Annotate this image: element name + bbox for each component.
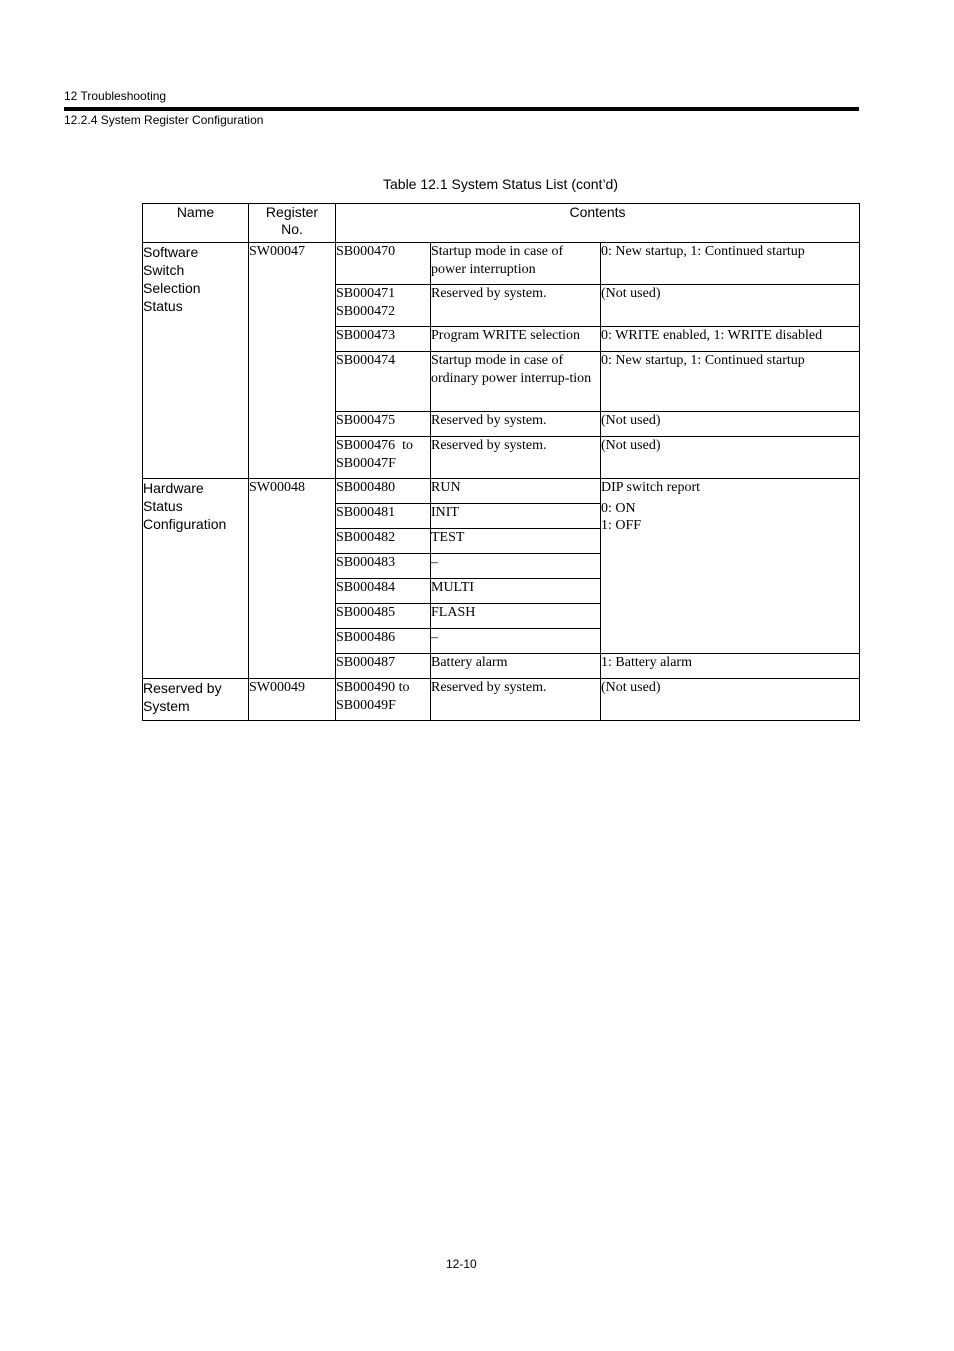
table-row bbox=[143, 479, 860, 504]
bit-description: TEST bbox=[431, 529, 601, 554]
bit-address: SB000485 bbox=[336, 604, 431, 629]
bit-address: SB000480 bbox=[336, 479, 431, 504]
group-name: Software Switch Selection Status bbox=[143, 243, 249, 479]
bit-address: SB000486 bbox=[336, 629, 431, 654]
page-number: 12-10 bbox=[446, 1257, 477, 1271]
bit-contents: (Not used) bbox=[601, 285, 860, 327]
bit-address: SB000483 bbox=[336, 554, 431, 579]
register-number: SW00047 bbox=[249, 243, 336, 479]
bit-description: – bbox=[431, 629, 601, 654]
bit-description: Reserved by system. bbox=[431, 437, 601, 479]
bit-address: SB000473 bbox=[336, 327, 431, 352]
bit-address: SB000474 bbox=[336, 352, 431, 412]
bit-contents: 1: Battery alarm bbox=[601, 654, 860, 679]
bit-address: SB000475 bbox=[336, 412, 431, 437]
bit-description: Startup mode in case of power interruption bbox=[431, 243, 601, 285]
system-status-table bbox=[142, 203, 860, 721]
bit-address: SB000482 bbox=[336, 529, 431, 554]
section-heading: 12.2.4 System Register Configuration bbox=[64, 113, 264, 127]
bit-description: Reserved by system. bbox=[431, 412, 601, 437]
bit-description: Battery alarm bbox=[431, 654, 601, 679]
bit-address: SB000490 to SB00049F bbox=[336, 679, 431, 721]
bit-description: RUN bbox=[431, 479, 601, 504]
table-header-row bbox=[143, 204, 860, 243]
register-number: SW00049 bbox=[249, 679, 336, 721]
bit-contents: (Not used) bbox=[601, 679, 860, 721]
bit-address: SB000484 bbox=[336, 579, 431, 604]
chapter-heading: 12 Troubleshooting bbox=[64, 89, 167, 103]
bit-description: MULTI bbox=[431, 579, 601, 604]
bit-address: SB000471 SB000472 bbox=[336, 285, 431, 327]
header-register: Register No. bbox=[249, 204, 336, 243]
bit-description: – bbox=[431, 554, 601, 579]
bit-address: SB000476 to SB00047F bbox=[336, 437, 431, 479]
group-name: Reserved by System bbox=[143, 679, 249, 721]
table-row bbox=[143, 243, 860, 285]
bit-description: Reserved by system. bbox=[431, 285, 601, 327]
bit-address: SB000470 bbox=[336, 243, 431, 285]
bit-address: SB000481 bbox=[336, 504, 431, 529]
bit-description: INIT bbox=[431, 504, 601, 529]
bit-contents: (Not used) bbox=[601, 437, 860, 479]
header-name: Name bbox=[143, 204, 249, 243]
bit-contents: 0: New startup, 1: Continued startup bbox=[601, 243, 860, 285]
dip-switch-contents: DIP switch report 0: ON 1: OFF bbox=[601, 479, 860, 654]
bit-description: Startup mode in case of ordinary power interrup-tion bbox=[431, 352, 601, 412]
bit-contents: (Not used) bbox=[601, 412, 860, 437]
table-row bbox=[143, 679, 860, 721]
bit-description: Program WRITE selection bbox=[431, 327, 601, 352]
bit-description: FLASH bbox=[431, 604, 601, 629]
table-caption: Table 12.1 System Status List (cont’d) bbox=[383, 176, 618, 192]
register-number: SW00048 bbox=[249, 479, 336, 679]
bit-contents: 0: WRITE enabled, 1: WRITE disabled bbox=[601, 327, 860, 352]
bit-description: Reserved by system. bbox=[431, 679, 601, 721]
bit-contents: 0: New startup, 1: Continued startup bbox=[601, 352, 860, 412]
header-contents: Contents bbox=[336, 204, 860, 243]
bit-address: SB000487 bbox=[336, 654, 431, 679]
header-rule bbox=[64, 107, 859, 111]
group-name: Hardware Status Configuration bbox=[143, 479, 249, 679]
